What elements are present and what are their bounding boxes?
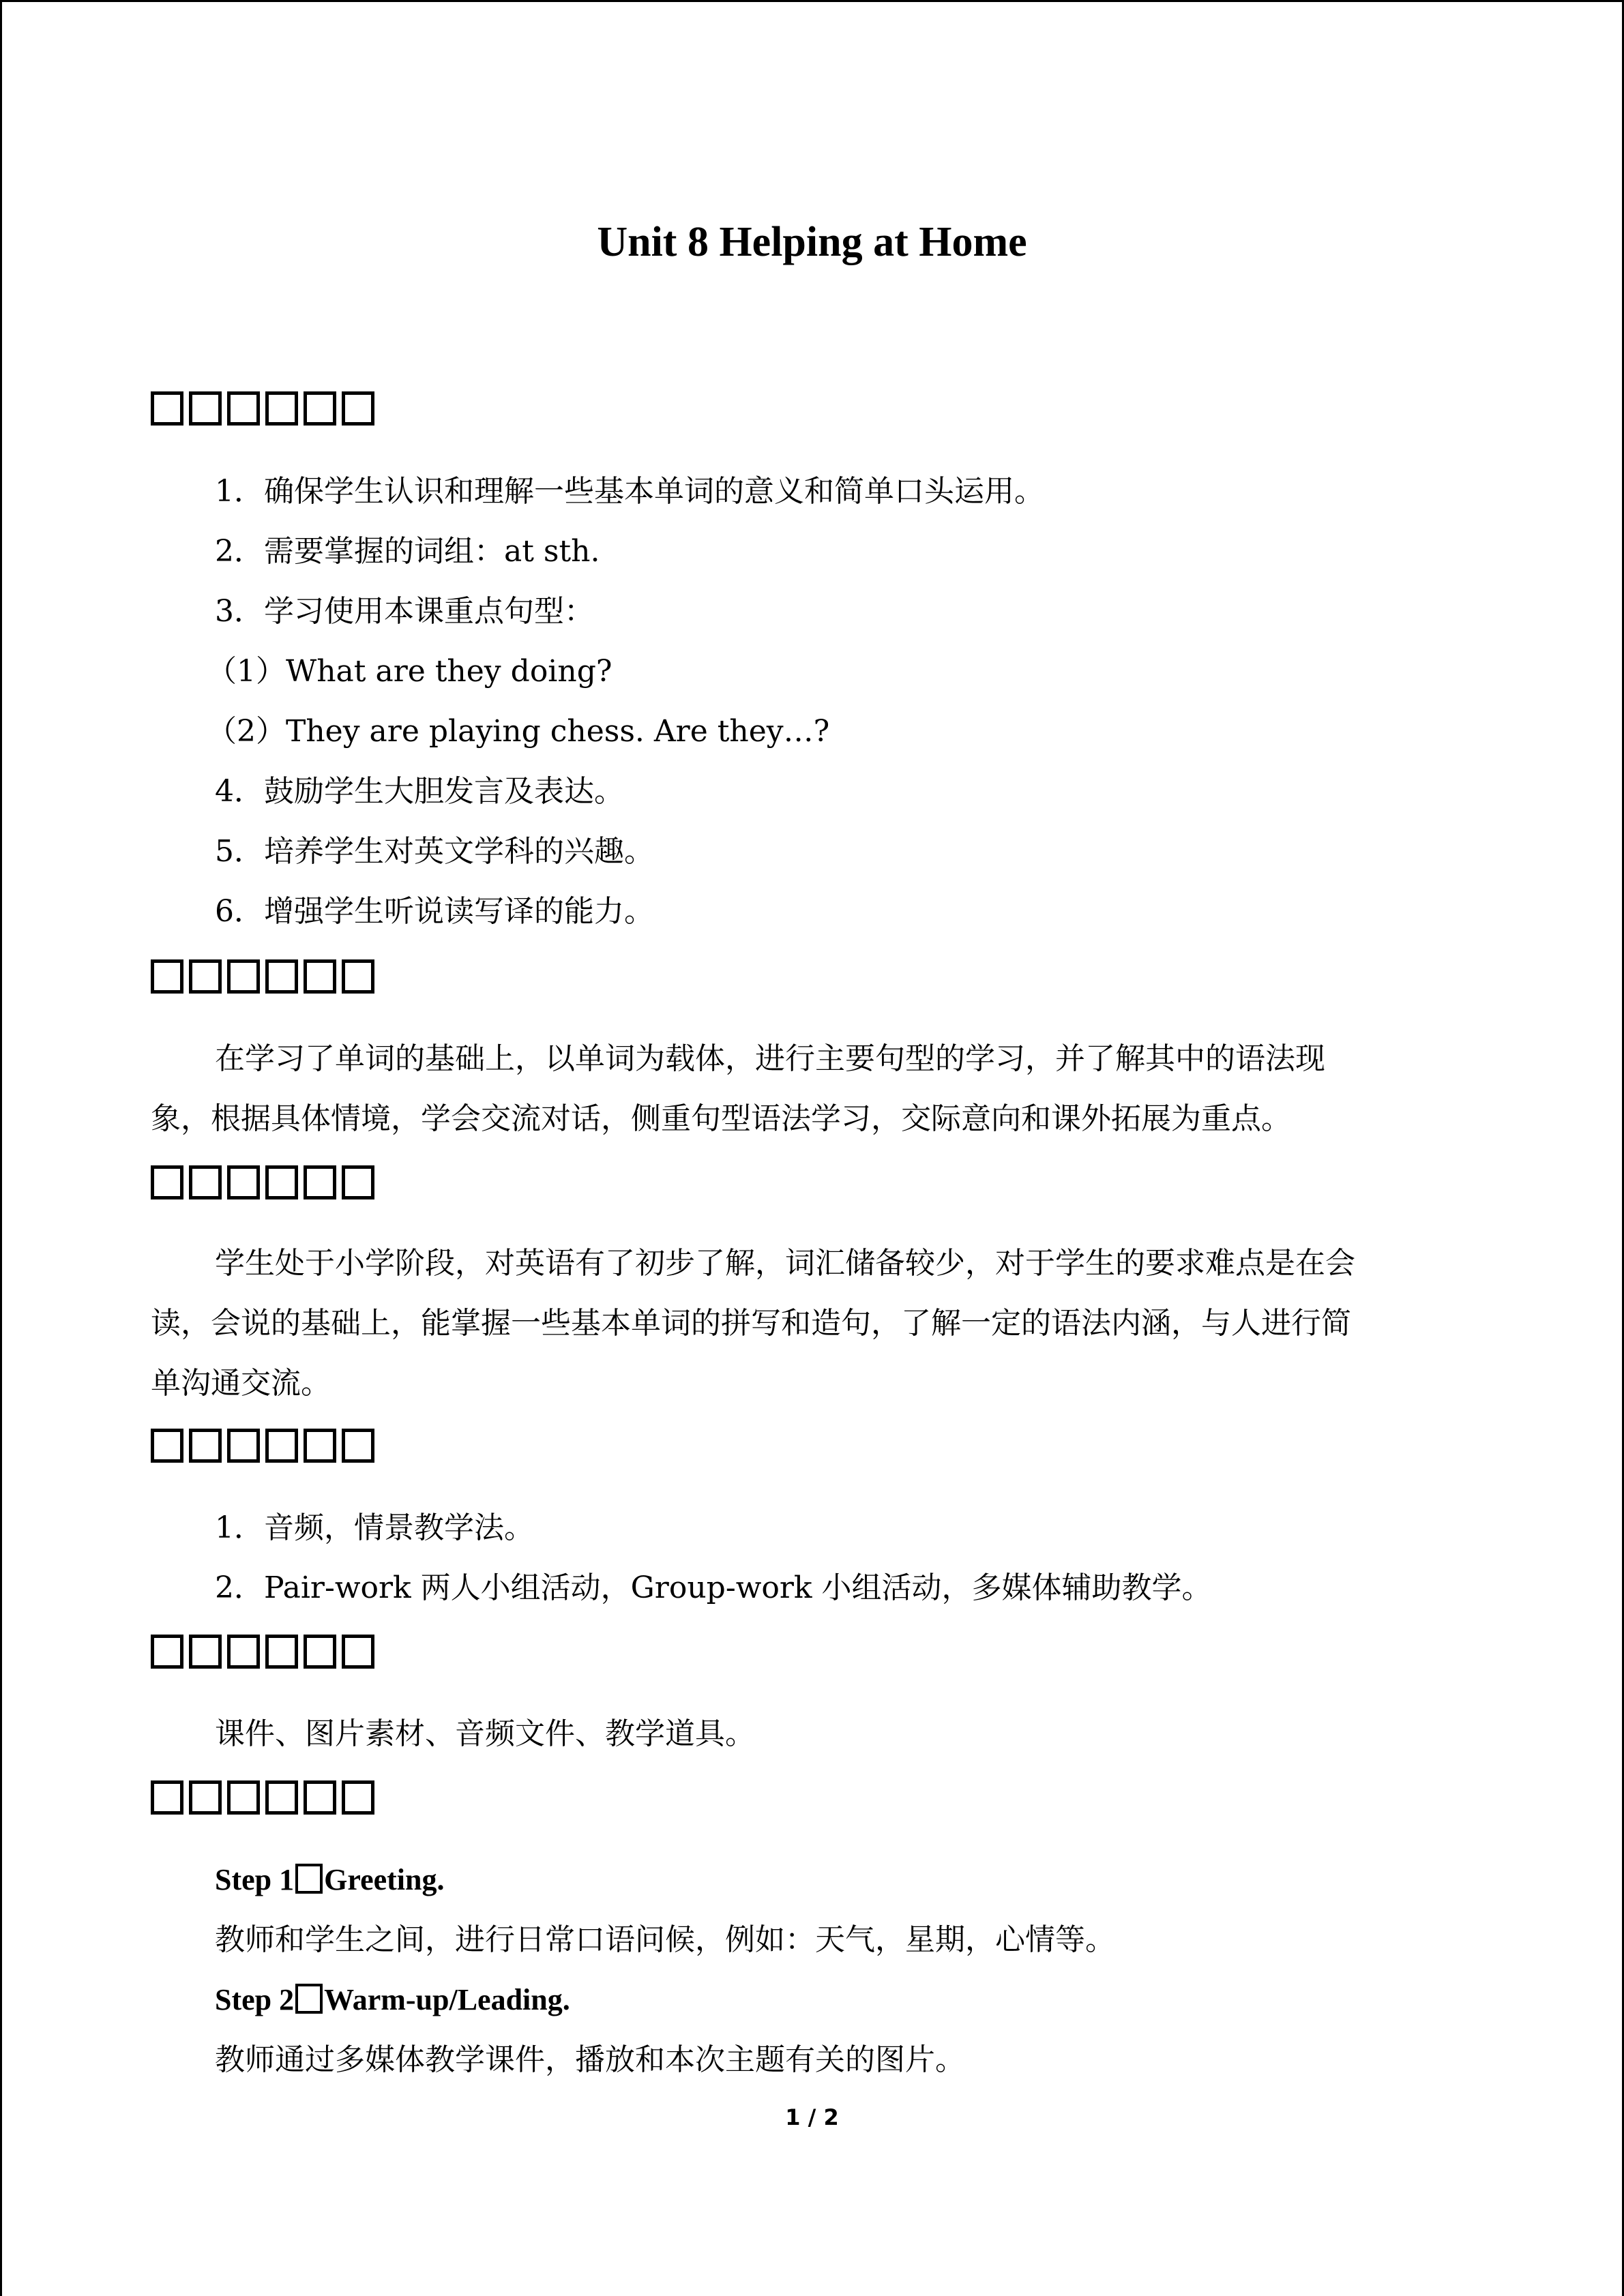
missing-glyph-box <box>304 1780 336 1815</box>
missing-glyph-box <box>151 1780 183 1815</box>
missing-glyph-box <box>189 1635 222 1669</box>
missing-glyph-box <box>295 1864 323 1894</box>
missing-glyph-box <box>265 959 298 994</box>
missing-glyph-box <box>151 959 183 994</box>
objective-item: 3．学习使用本课重点句型： <box>215 594 594 629</box>
missing-glyph-box <box>151 391 183 426</box>
missing-glyph-box <box>265 1780 298 1815</box>
missing-glyph-box <box>304 391 336 426</box>
page-number: 1 / 2 <box>785 2104 839 2130</box>
missing-glyph-box <box>304 1429 336 1463</box>
missing-glyph-box <box>295 1984 323 2014</box>
objective-subitem: （2）They are playing chess. Are they…? <box>207 714 830 749</box>
step-text: 教师和学生之间，进行日常口语问候，例如：天气，星期，心情等。 <box>215 1922 1115 1957</box>
section-heading-6 <box>151 1780 374 1819</box>
missing-glyph-box <box>227 391 260 426</box>
missing-glyph-box <box>342 1635 374 1669</box>
section-heading-2 <box>151 959 374 998</box>
missing-glyph-box <box>304 959 336 994</box>
objective-item: 2．需要掌握的词组：at sth. <box>215 534 600 569</box>
missing-glyph-box <box>304 1165 336 1199</box>
missing-glyph-box <box>265 1165 298 1199</box>
step-name: Warm-up/Leading. <box>324 1983 570 2016</box>
section-heading-1 <box>151 391 374 430</box>
step-label: Step 2 <box>215 1983 295 2016</box>
paragraph-line: 单沟通交流。 <box>151 1366 331 1401</box>
paragraph-line: 课件、图片素材、音频文件、教学道具。 <box>215 1716 755 1751</box>
missing-glyph-box <box>227 1429 260 1463</box>
section-heading-5 <box>151 1635 374 1673</box>
missing-glyph-box <box>342 391 374 426</box>
missing-glyph-box <box>265 1429 298 1463</box>
objective-item: 5．培养学生对英文学科的兴趣。 <box>215 834 654 869</box>
step-label: Step 1 <box>215 1863 295 1896</box>
missing-glyph-box <box>189 1165 222 1199</box>
missing-glyph-box <box>189 1780 222 1815</box>
missing-glyph-box <box>189 1429 222 1463</box>
missing-glyph-box <box>265 391 298 426</box>
objective-subitem: （1）What are they doing? <box>207 654 612 689</box>
method-item: 2．Pair-work 两人小组活动，Group-work 小组活动，多媒体辅助教学。 <box>215 1570 1212 1605</box>
method-item: 1．音频，情景教学法。 <box>215 1510 534 1545</box>
objective-item: 6．增强学生听说读写译的能力。 <box>215 894 654 929</box>
missing-glyph-box <box>342 1780 374 1815</box>
paragraph-line: 读，会说的基础上，能掌握一些基本单词的拼写和造句，了解一定的语法内涵，与人进行简 <box>151 1306 1351 1341</box>
step-text: 教师通过多媒体教学课件，播放和本次主题有关的图片。 <box>215 2042 965 2077</box>
missing-glyph-box <box>342 1429 374 1463</box>
document-title: Unit 8 Helping at Home <box>597 219 1027 265</box>
step-heading <box>215 1860 445 1900</box>
missing-glyph-box <box>151 1429 183 1463</box>
paragraph-line: 学生处于小学阶段，对英语有了初步了解，词汇储备较少，对于学生的要求难点是在会 <box>215 1246 1355 1281</box>
section-heading-4 <box>151 1429 374 1467</box>
missing-glyph-box <box>304 1635 336 1669</box>
missing-glyph-box <box>189 959 222 994</box>
missing-glyph-box <box>151 1635 183 1669</box>
missing-glyph-box <box>265 1635 298 1669</box>
missing-glyph-box <box>151 1165 183 1199</box>
objective-item: 4．鼓励学生大胆发言及表达。 <box>215 774 624 809</box>
paragraph-line: 在学习了单词的基础上，以单词为载体，进行主要句型的学习，并了解其中的语法现 <box>215 1041 1325 1076</box>
step-heading <box>215 1980 570 2021</box>
missing-glyph-box <box>189 391 222 426</box>
paragraph-line: 象，根据具体情境，学会交流对话，侧重句型语法学习，交际意向和课外拓展为重点。 <box>151 1101 1291 1136</box>
missing-glyph-box <box>342 1165 374 1199</box>
missing-glyph-box <box>342 959 374 994</box>
section-heading-3 <box>151 1165 374 1204</box>
missing-glyph-box <box>227 1165 260 1199</box>
missing-glyph-box <box>227 1635 260 1669</box>
step-name: Greeting. <box>324 1863 445 1896</box>
objective-item: 1．确保学生认识和理解一些基本单词的意义和简单口头运用。 <box>215 474 1044 509</box>
missing-glyph-box <box>227 1780 260 1815</box>
missing-glyph-box <box>227 959 260 994</box>
